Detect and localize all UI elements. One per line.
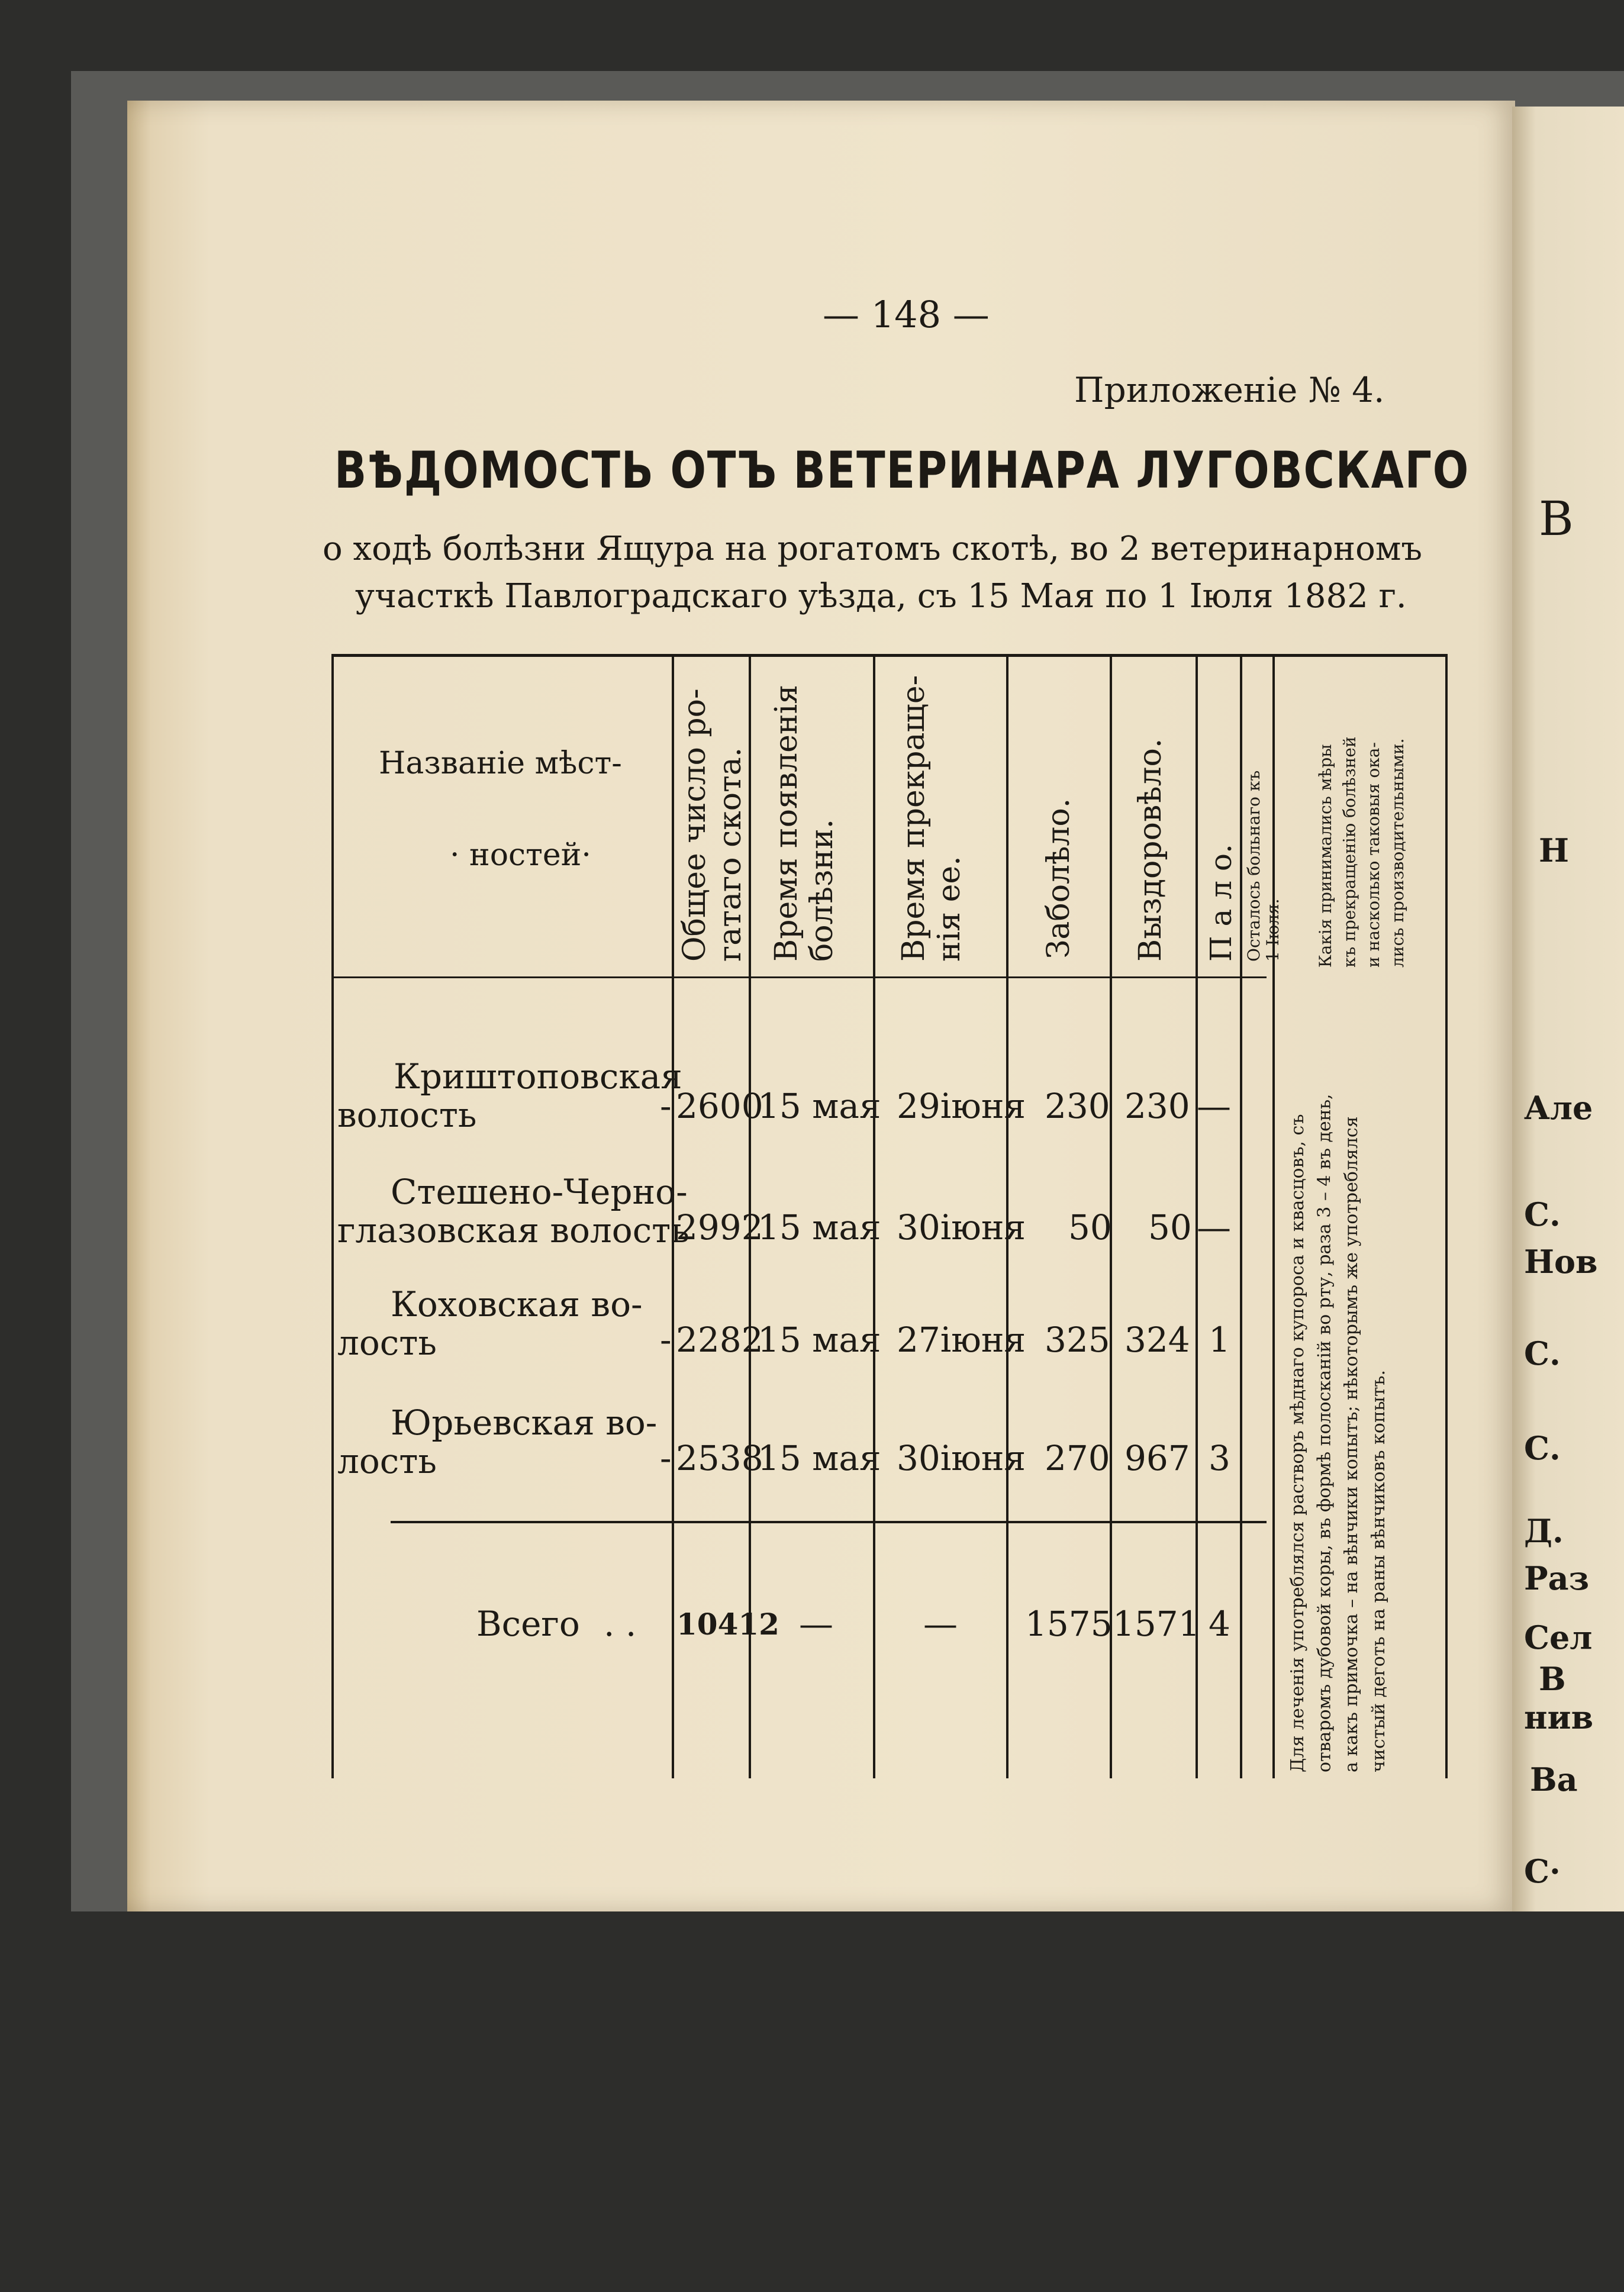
adjacent-fragment: С· xyxy=(1524,1852,1561,1890)
row-onset: 15 мая xyxy=(758,1086,881,1126)
row-total: 2282 xyxy=(676,1320,763,1360)
adjacent-fragment: нив xyxy=(1524,1698,1594,1736)
document-subtitle-line1: о ходѣ болѣзни Ящура на рогатомъ скотѣ, во 2 ветеринарномъ xyxy=(323,530,1423,568)
totals-end: — xyxy=(923,1604,958,1644)
table-right-rule xyxy=(1445,654,1448,1778)
header-end-time: Время прекраще- нія ее. xyxy=(896,675,967,962)
row-name-line1: Криштоповская xyxy=(394,1056,682,1097)
header-measures: Какія принимались мѣры къ прекращенію болѣзней и насколько таковыя ока- лись производительными. xyxy=(1316,736,1407,968)
totals-rule xyxy=(391,1521,1267,1523)
totals-total: 10412 xyxy=(676,1607,779,1642)
totals-died: 4 xyxy=(1209,1604,1230,1644)
row-recovered: 324 xyxy=(1124,1320,1190,1360)
row-name-line1: Стешено-Черно- xyxy=(391,1172,688,1212)
row-name-line2: лость xyxy=(337,1323,437,1363)
row-died: 3 xyxy=(1209,1438,1230,1478)
row-dash: - xyxy=(660,1438,672,1478)
row-end: 30іюня xyxy=(897,1438,1026,1478)
row-total: 2538 xyxy=(676,1438,763,1478)
totals-label: Всего xyxy=(476,1604,580,1644)
totals-sick: 1575 xyxy=(1025,1604,1113,1644)
adjacent-fragment: Раз xyxy=(1524,1559,1590,1597)
adjacent-fragment: Ва xyxy=(1530,1761,1578,1798)
row-name-line2: волость xyxy=(337,1095,477,1135)
header-onset-time: Время появленія болѣзни. xyxy=(769,685,840,962)
adjacent-page xyxy=(1512,107,1624,1911)
header-remaining: Осталось больнаго къ 1 Іюля. xyxy=(1244,770,1283,962)
row-died: — xyxy=(1197,1207,1231,1247)
header-total-cattle: Общее число ро- гатаго скота. xyxy=(677,688,748,962)
col-rule xyxy=(1240,654,1242,1778)
adjacent-fragment: Але xyxy=(1524,1089,1593,1127)
document-title: ВѢДОМОСТЬ ОТЪ ВЕТЕРИНАРА ЛУГОВСКАГО xyxy=(334,441,1470,500)
table-top-rule xyxy=(331,654,1447,657)
row-died: 1 xyxy=(1209,1320,1230,1360)
adjacent-fragment: С. xyxy=(1524,1195,1561,1233)
table-left-rule xyxy=(331,654,334,1778)
row-dash: - xyxy=(660,1320,672,1360)
row-name-line1: Коховская во- xyxy=(391,1284,643,1324)
header-name-line2: · ностей· xyxy=(450,837,591,873)
header-recovered: Выздоровѣло. xyxy=(1133,738,1168,962)
adjacent-fragment: В xyxy=(1539,1660,1566,1698)
row-end: 27іюня xyxy=(897,1320,1026,1360)
measures-note: Для леченія употреблялся растворъ мѣднаго купороса и квасцовъ, съ отваромъ дубовой коры, въ формѣ полосканій во рту, раза 3 – 4 въ день, а какъ примочка – на вѣнчики копытъ; нѣкоторымъ же употреблялся чистый деготь на раны вѣнчиковъ копытъ. xyxy=(1287,1094,1389,1772)
row-sick: 50 xyxy=(1068,1207,1112,1247)
row-recovered: 967 xyxy=(1124,1438,1190,1478)
adjacent-letter: В xyxy=(1539,491,1574,546)
page-number: — 148 — xyxy=(823,293,990,336)
header-name-line1: Названіе мѣст- xyxy=(379,746,622,781)
row-total: 2600 xyxy=(676,1086,763,1126)
row-dash: - xyxy=(660,1086,672,1126)
adjacent-fragment: Сел xyxy=(1524,1619,1593,1656)
row-sick: 325 xyxy=(1045,1320,1110,1360)
adjacent-fragment: Н xyxy=(1539,831,1570,869)
header-died: П а л о. xyxy=(1204,844,1238,962)
header-bottom-rule xyxy=(331,976,1267,978)
adjacent-fragment: С. xyxy=(1524,1429,1561,1467)
row-sick: 270 xyxy=(1045,1438,1110,1478)
row-onset: 15 мая xyxy=(758,1438,881,1478)
row-sick: 230 xyxy=(1045,1086,1110,1126)
row-onset: 15 мая xyxy=(758,1320,881,1360)
row-name-line2: лость xyxy=(337,1441,437,1481)
totals-recovered: 1571 xyxy=(1113,1604,1200,1644)
adjacent-fragment: С. xyxy=(1524,1334,1561,1372)
appendix-label: Приложеніе № 4. xyxy=(1074,370,1385,410)
row-end: 30іюня xyxy=(897,1207,1026,1247)
row-onset: 15 мая xyxy=(758,1207,881,1247)
totals-onset: — xyxy=(799,1604,833,1644)
document-subtitle-line2: участкѣ Павлоградскаго уѣзда, съ 15 Мая по 1 Іюля 1882 г. xyxy=(355,577,1407,615)
row-recovered: 50 xyxy=(1148,1207,1192,1247)
row-died: — xyxy=(1197,1086,1231,1126)
row-name-line1: Юрьевская во- xyxy=(391,1403,658,1443)
adjacent-fragment: Нов xyxy=(1524,1243,1598,1281)
totals-dots: . . xyxy=(604,1604,637,1644)
adjacent-fragment: Д. xyxy=(1524,1512,1564,1550)
header-sick: Заболѣло. xyxy=(1041,798,1077,959)
row-name-line2: глазовская волость xyxy=(337,1210,689,1250)
data-table xyxy=(331,654,1447,1778)
row-recovered: 230 xyxy=(1124,1086,1190,1126)
row-total: 2992 xyxy=(676,1207,763,1247)
row-end: 29іюня xyxy=(897,1086,1026,1126)
